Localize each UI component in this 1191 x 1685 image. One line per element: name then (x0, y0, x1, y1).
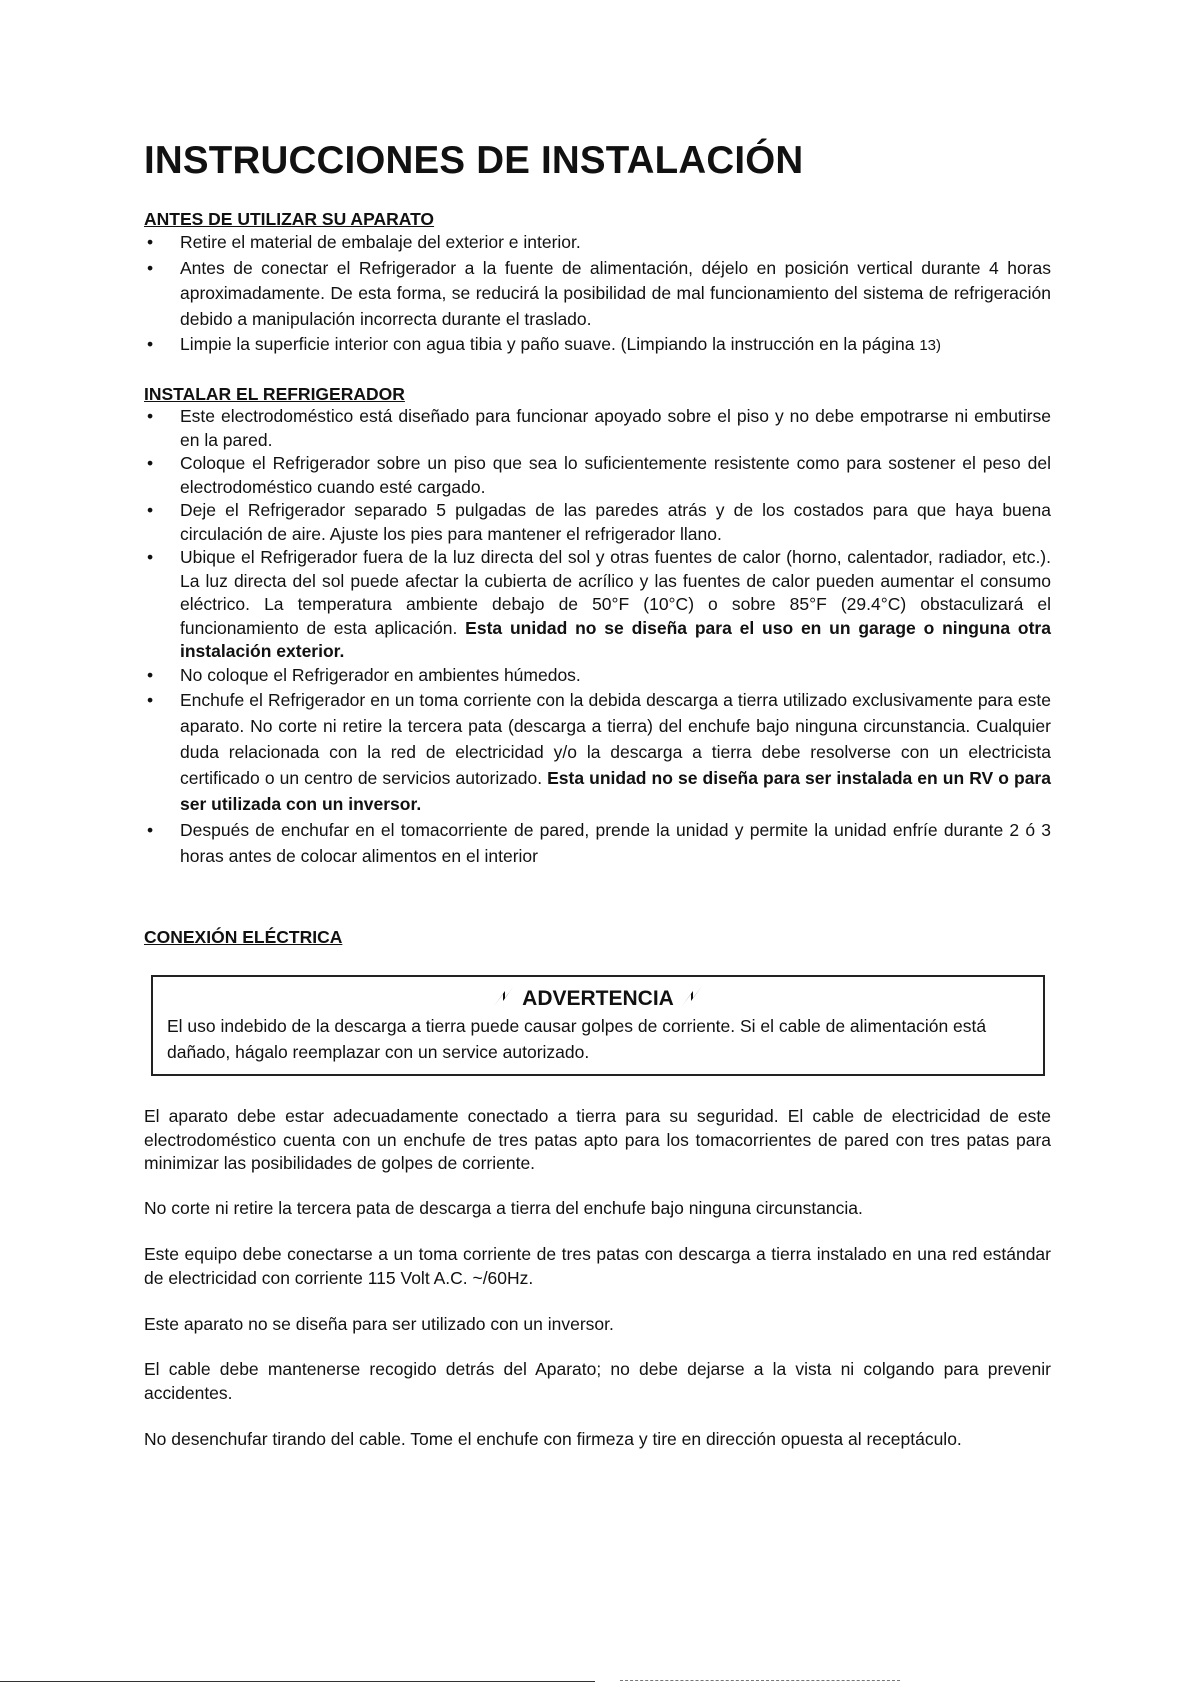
list-item: • Coloque el Refrigerador sobre un piso que sea lo suficientemente resistente como para sostener el peso del electrodoméstico cuando esté cargado. (147, 453, 1051, 497)
list-item: • Retire el material de embalaje del exterior e interior. (144, 230, 1051, 256)
bullet-icon: • (147, 257, 154, 278)
list-item: • Enchufe el Refrigerador en un toma corriente con la debida descarga a tierra utilizado exclusivamente para este aparato. No corte ni retire la tercera pata (descarga a tierra) del enchufe bajo ninguna circunstancia. Cualquier duda relacionada con la red de electricidad y/o la descarga a tierra debe resolverse con un electricista certificado o un centro de servicios autorizado. Esta unidad no se diseña para ser instalada en un RV o para ser utilizada con un inversor. (144, 687, 1051, 817)
list-item: • Deje el Refrigerador separado 5 pulgadas de las paredes atrás y de los costados para que haya buena circulación de aire. Ajuste los pies para mantener el refrigerador llano. (147, 500, 1051, 544)
bullet-icon: • (147, 690, 154, 710)
list-item: • Ubique el Refrigerador fuera de la luz directa del sol y otras fuentes de calor (horno, calentador, radiador, etc.). La luz directa del sol puede afectar la cubierta de acrílico y las fuentes de calor pueden aumentar el consumo eléctrico. La temperatura ambiente debajo de 50°F (10°C) o sobre 85°F (29.4°C) obstaculizará el funcionamiento de esta aplicación. Esta unidad no se diseña para el uso en un garage o ninguna otra instalación exterior. (147, 547, 1051, 661)
warning-text: El uso indebido de la descarga a tierra puede causar golpes de corriente. Si el cable de alimentación está dañado, hágalo reemplazar con un service autorizado. (167, 1016, 987, 1062)
paragraph: El aparato debe estar adecuadamente conectado a tierra para su seguridad. El cable de electricidad de este electrodoméstico cuenta con un enchufe de tres patas apto para los tomacorrientes de pared con tres patas para minimizar las posibilidades de golpes de corriente. (144, 1106, 1051, 1173)
paragraph: No corte ni retire la tercera pata de descarga a tierra del enchufe bajo ninguna circunstancia. (144, 1198, 863, 1218)
section-electrical-heading-wrap (144, 926, 1051, 948)
list-item: • Antes de conectar el Refrigerador a la fuente de alimentación, déjelo en posición vertical durante 4 horas aproximadamente. De esta forma, se reducirá la posibilidad de mal funcionamiento del sistema de refrigeración debido a manipulación incorrecta durante el traslado. (147, 257, 1051, 329)
paragraph: Este equipo debe conectarse a un toma corriente de tres patas con descarga a tierra instalado en una red estándar de electricidad con corriente 115 Volt A.C. ~/60Hz. (144, 1244, 1051, 1288)
bullet-icon: • (147, 664, 154, 685)
list-item: • Limpie la superficie interior con agua tibia y paño suave. (Limpiando la instrucción en la página 13) (144, 332, 1051, 359)
bold-notice: Esta unidad no se diseña para ser instalada en un RV o para ser utilizada con un inversor. (180, 768, 1051, 814)
warning-box (151, 975, 1045, 1076)
bold-notice: Esta unidad no se diseña para el uso en un garage o ninguna otra instalación exterior. (180, 617, 1051, 661)
paragraph: No desenchufar tirando del cable. Tome el enchufe con firmeza y tire en dirección opuesta al receptáculo. (144, 1429, 962, 1449)
section-install (144, 383, 1051, 869)
document-page (144, 138, 1051, 1449)
page-bottom-rule (0, 1681, 595, 1682)
paragraph: El cable debe mantenerse recogido detrás del Aparato; no debe dejarse a la vista ni colgando para prevenir accidentes. (144, 1359, 1051, 1403)
list-item: • Este electrodoméstico está diseñado para funcionar apoyado sobre el piso y no debe empotrarse ni embutirse en la pared. (147, 406, 1051, 450)
section-heading-electrical: CONEXIÓN ELÉCTRICA (144, 927, 343, 947)
lightning-bolt-icon (680, 985, 704, 1014)
bullet-icon: • (147, 547, 154, 567)
bullet-icon: • (147, 406, 154, 426)
section-heading-before-use: ANTES DE UTILIZAR SU APARATO (144, 209, 435, 229)
warning-title: ADVERTENCIA (167, 985, 1029, 1014)
lightning-bolt-icon (492, 985, 516, 1014)
page-title: INSTRUCCIONES DE INSTALACIÓN (144, 139, 804, 182)
bullet-icon: • (147, 232, 154, 252)
install-list (144, 405, 1051, 869)
bullet-icon: • (147, 453, 154, 473)
bullet-icon: • (147, 500, 154, 520)
paragraph: Este aparato no se diseña para ser utilizado con un inversor. (144, 1314, 614, 1334)
section-heading-install: INSTALAR EL REFRIGERADOR (144, 384, 405, 404)
bullet-icon: • (147, 334, 154, 354)
list-item: • No coloque el Refrigerador en ambientes húmedos. (144, 664, 1051, 688)
page-reference: 13) (919, 337, 942, 354)
list-item: • Después de enchufar en el tomacorriente de pared, prende la unidad y permite la unidad enfríe durante 2 ó 3 horas antes de colocar alimentos en el interior (144, 817, 1051, 869)
bullet-icon: • (147, 820, 154, 840)
page-bottom-marks (620, 1680, 900, 1684)
section-before-use (144, 208, 1051, 359)
before-use-list (144, 230, 1051, 359)
